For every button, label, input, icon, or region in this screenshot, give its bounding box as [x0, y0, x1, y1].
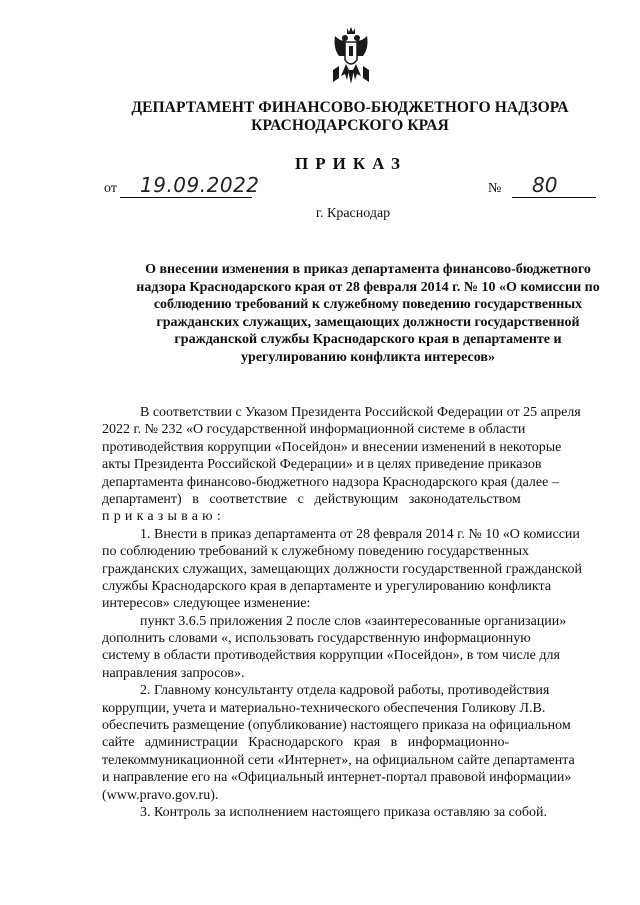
department-name — [100, 99, 600, 135]
body-line: департамент) в соответствие с действующим законодательством — [102, 491, 521, 507]
body-line: 2022 г. № 232 «О государственной информационной системе в области — [102, 422, 526, 438]
coat-of-arms-icon — [331, 26, 371, 86]
subject-line: соблюдению требований к служебному поведению государственных — [153, 297, 583, 312]
body-line: противодействия коррупции «Посейдон» и внесении изменений в некоторые — [102, 439, 562, 455]
date-prefix: от — [104, 181, 117, 196]
body-line: сайте администрации Краснодарского края в информационно- — [102, 735, 510, 751]
department-name-line2: КРАСНОДАРСКОГО КРАЯ — [251, 117, 449, 134]
body-line: 1. Внести в приказ департамента от 28 февраля 2014 г. № 10 «О комиссии — [140, 526, 580, 542]
body-line: по соблюдению требований к служебному поведению государственных — [102, 544, 529, 560]
number-field — [512, 173, 596, 198]
body-line: департамента финансово-бюджетного надзора Краснодарского края (далее – — [102, 474, 559, 490]
subject-line: гражданской службы Краснодарского края в департаменте и — [174, 332, 562, 347]
body-line: 2. Главному консультанту отдела кадровой работы, противодействия — [140, 683, 550, 699]
subject-line: урегулированию конфликта интересов» — [241, 349, 495, 365]
document-type: ПРИКАЗ — [295, 154, 407, 173]
body-line: обеспечить размещение (опубликование) настоящего приказа на официальном — [102, 718, 571, 734]
body-line: В соответствии с Указом Президента Российской Федерации от 25 апреля — [140, 405, 581, 420]
body-line: гражданских служащих, замещающих должности государственной гражданской — [102, 561, 582, 577]
order-subject — [118, 261, 618, 366]
date-field — [120, 173, 260, 198]
body-line: и направление его на «Официальный интернет-портал правовой информации» — [102, 770, 572, 786]
body-line: коррупции, учета и материально-технического обеспечения Голикову Л.В. — [102, 700, 546, 716]
body-line: 3. Контроль за исполнением настоящего приказа оставляю за собой. — [140, 804, 548, 820]
body-line: службы Краснодарского края в департаменте и урегулированию конфликта — [102, 578, 552, 594]
body-line: (www.pravo.gov.ru). — [102, 787, 219, 803]
subject-line: гражданских служащих, замещающих должности государственной — [156, 314, 580, 330]
date-value: 19.09.2022 — [140, 173, 260, 197]
body-line: направления запросов». — [102, 665, 245, 681]
subject-line: надзора Краснодарского края от 28 февраля 2014 г. № 10 «О комиссии по — [136, 279, 600, 295]
body-line: дополнить словами «, использовать государственную информационную — [102, 631, 531, 647]
body-line: телекоммуникационной сети «Интернет», на официальном сайте департамента — [102, 752, 575, 768]
body-line: акты Президента Российской Федерации» и в целях приведение приказов — [102, 457, 542, 473]
department-name-line1: ДЕПАРТАМЕНТ ФИНАНСОВО-БЮДЖЕТНОГО НАДЗОРА — [131, 99, 569, 116]
body-line: систему в области противодействия коррупции «Посейдон», в том числе для — [102, 648, 560, 664]
number-value: 80 — [532, 173, 558, 197]
subject-line: О внесении изменения в приказ департамента финансово-бюджетного — [145, 262, 591, 277]
body-line: пункт 3.6.5 приложения 2 после слов «заинтересованные организации» — [140, 613, 567, 629]
body-line: интересов» следующее изменение: — [102, 596, 311, 612]
order-word: приказываю: — [102, 509, 225, 525]
city: г. Краснодар — [315, 206, 391, 221]
number-prefix: № — [488, 181, 502, 196]
order-body — [102, 404, 607, 821]
